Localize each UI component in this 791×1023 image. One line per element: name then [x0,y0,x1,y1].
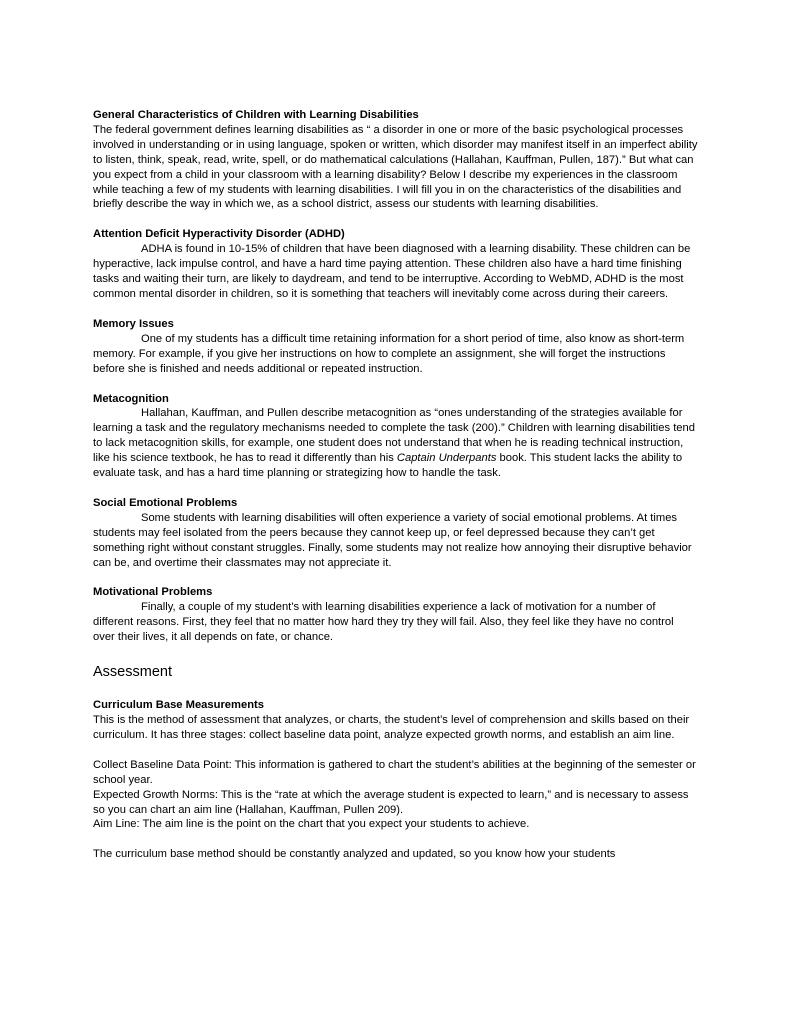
spacer [93,681,698,698]
paragraph-metacognition [93,406,698,481]
paragraph-memory-issues: One of my students has a difficult time retaining information for a short period of time, also know as short-term memory. For example, if you give her instructions on how to complete an assignment, she will forget the instructions before she is finished and needs additional or repeated instruction. [93,332,685,375]
spacer [93,645,698,660]
section-heading-motivational: Motivational Problems [93,586,213,599]
spacer [93,212,698,227]
metacognition-text-before: Hallahan, Kauffman, and Pullen describe metacognition as “ones understanding of the strategies available for learning a task and the regulatory mechanisms needed to complete the task (200).” Children with learning disabilities tend to lack metacognition skills, for example, one student does not understand that when he is reading technical instruction, like his science textbook, he has to read it differently than his [93,407,695,465]
paragraph-general-characteristics: The federal government defines learning disabilities as “ a disorder in one or more of the basic psychological processes involved in understanding or in using language, spoken or written, which disorder may manifest itself in an imperfect ability to listen, think, speak, read, write, spell, or do mathematical calculations (Hallahan, Kauffman, Pullen, 187).” But what can you expect from a child in your classroom with a learning disability? Below I describe my experiences in the classroom while teaching a few of my students with learning disabilities. I will fill you in on the characteristics of the disabilities and briefly describe the way in which we, as a school district, assess our students with learning disabilities. [93,123,698,211]
section-heading-curriculum-base: Curriculum Base Measurements [93,699,264,712]
document-page [93,108,698,862]
spacer [93,570,698,585]
spacer [93,832,698,847]
section-heading-memory-issues: Memory Issues [93,317,174,330]
section-heading-social-emotional: Social Emotional Problems [93,496,238,509]
spacer [93,743,698,758]
paragraph-motivational: Finally, a couple of my student’s with learning disabilities experience a lack of motivation for a number of different reasons. First, they feel that no matter how hard they try they will fail. Also, they feel like they have no control over their lives, it all depends on fate, or chance. [93,601,674,644]
metacognition-text-after: book. This student lacks the ability to evaluate task, and has a hard time planning or strategizing how to handle the task. [93,452,683,480]
paragraph-curriculum-base: This is the method of assessment that analyzes, or charts, the student’s level of comprehension and skills based on their curriculum. It has three stages: collect baseline data point, analyze expected growth norms, and establish an aim line. [93,714,690,741]
book-title-italic: Captain Underpants [396,452,497,465]
paragraph-adhd: ADHA is found in 10-15% of children that have been diagnosed with a learning disability. These children can be hyperactive, lack impulse control, and have a hard time paying attention. These children also have a hard time finishing tasks and waiting their turn, are likely to daydream, and tend to be interruptive. According to WebMD, ADHD is the most common mental disorder in children, so it is something that teachers will inevitably come across during their careers. [93,243,691,300]
paragraph-social-emotional: Some students with learning disabilities will often experience a variety of social emotional problems. At times students may feel isolated from the peers because they cannot keep up, or feel depressed because they can’t get something right without constant struggles. Finally, some students may not realize how annoying their disruptive behavior can be, and overtime their classmates may not appreciate it. [93,511,692,569]
paragraph-closing: The curriculum base method should be constantly analyzed and updated, so you know how your students [93,848,616,861]
paragraph-baseline-data-point: Collect Baseline Data Point: This information is gathered to chart the student’s abilities at the beginning of the semester or school year. [93,758,696,786]
section-heading-assessment: Assessment [93,664,172,681]
paragraph-expected-growth-norms: Expected Growth Norms: This is the “rate at which the average student is expected to learn,” and is necessary to assess so you can chart an aim line (Hallahan, Kauffman, Pullen 209). [93,788,689,816]
section-heading-general-characteristics: General Characteristics of Children with Learning Disabilities [93,109,419,121]
section-heading-metacognition: Metacognition [93,392,169,405]
paragraph-aim-line: Aim Line: The aim line is the point on the chart that you expect your students to achieve. [93,818,530,831]
spacer [93,481,698,496]
spacer [93,377,698,392]
section-heading-adhd: Attention Deficit Hyperactivity Disorder (ADHD) [93,228,345,241]
spacer [93,302,698,317]
